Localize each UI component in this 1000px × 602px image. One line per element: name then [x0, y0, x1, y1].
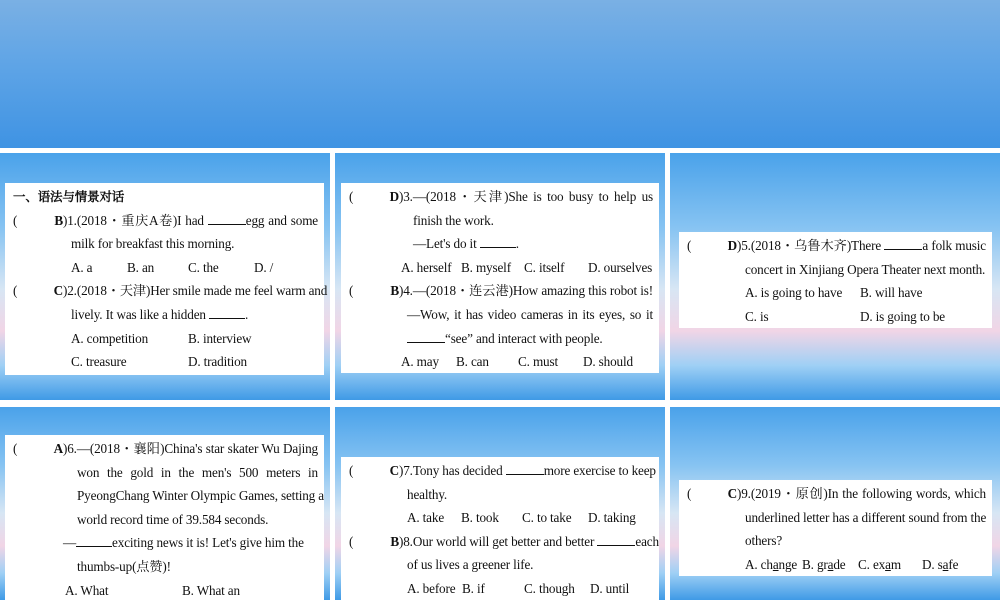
blank	[597, 532, 635, 546]
blank	[76, 533, 112, 547]
option-a: A. competition	[71, 330, 149, 346]
question-card-2	[341, 183, 659, 373]
question-5-line-2: concert in Xinjiang Opera Theater next month.	[745, 261, 986, 277]
option-d: D. /	[254, 259, 274, 275]
option-b: B. What an	[182, 582, 240, 598]
question-card-6	[679, 480, 992, 576]
blank	[209, 305, 245, 319]
question-6-line-1: ( A)6.—(2018・襄阳)China's star skater Wu Dajing	[13, 437, 318, 461]
question-7-line-1: ( C)7.Tony has decided more exercise to keep	[349, 459, 653, 483]
panel-6	[670, 407, 1000, 600]
question-6-line-2: won the gold in the men's 500 meters in	[77, 464, 318, 480]
option-b: B. interview	[188, 330, 252, 346]
option-a: A. may	[401, 354, 439, 370]
question-3-line-3: —Let's do it .	[413, 236, 519, 252]
question-card-5	[341, 457, 659, 600]
question-1-line-2: milk for breakfast this morning.	[71, 236, 235, 252]
option-b: B. took	[461, 510, 499, 526]
option-d: D. is going to be	[860, 308, 945, 324]
question-card-4	[5, 435, 324, 600]
panel-5	[335, 407, 665, 600]
question-2-line-2: lively. It was like a hidden .	[71, 306, 249, 322]
question-5-options-1	[687, 281, 986, 305]
blank	[407, 329, 445, 343]
question-3-line-2: finish the work.	[413, 212, 494, 228]
option-c: C. must	[518, 354, 558, 370]
question-1-options	[13, 256, 318, 280]
question-9-line-2: underlined letter has a different sound from the	[745, 509, 987, 525]
question-3-options	[349, 256, 653, 280]
question-card-3	[679, 232, 992, 328]
question-8-line-1: ( B)8.Our world will get better and better each	[349, 530, 653, 554]
answer-1: ( B	[13, 212, 63, 228]
answer-6: ( A	[13, 441, 63, 456]
option-a: A. take	[407, 510, 445, 526]
option-d: D. safe	[922, 556, 959, 572]
option-c: C. though	[524, 580, 575, 596]
blank	[884, 236, 922, 250]
question-6-line-6: thumbs-up(点赞)!	[77, 558, 171, 574]
question-6-line-4: world record time of 39.584 seconds.	[77, 511, 269, 527]
option-a: A. What	[65, 582, 109, 598]
question-2-options-1	[13, 327, 318, 351]
question-7-line-2: healthy.	[407, 486, 448, 502]
option-d: D. should	[583, 354, 633, 370]
question-9-line-1: ( C)9.(2019・原创)In the following words, which	[687, 482, 986, 506]
option-a: A. a	[71, 259, 93, 275]
panel-2	[335, 153, 665, 400]
question-9-options	[687, 553, 986, 577]
option-a: A. is going to have	[745, 285, 843, 301]
option-b: B. grade	[802, 556, 846, 572]
panel-3	[670, 153, 1000, 400]
option-c: C. is	[745, 308, 769, 324]
option-c: C. treasure	[71, 354, 127, 370]
option-d: D. ourselves	[588, 259, 653, 275]
option-a: A. before	[407, 580, 456, 596]
question-2-options-2	[13, 350, 318, 374]
answer-9: ( C	[687, 486, 737, 501]
question-6-line-3: PyeongChang Winter Olympic Games, setting a	[77, 488, 324, 504]
question-3-line-1: ( D)3.—(2018・天津)She is too busy to help us	[349, 185, 653, 209]
question-6-options	[13, 579, 318, 602]
option-c: C. itself	[524, 259, 565, 275]
question-5-line-1: ( D)5.(2018・乌鲁木齐)There a folk music	[687, 234, 986, 258]
answer-8: ( B	[349, 533, 399, 549]
answer-4: ( B	[349, 283, 399, 299]
panel-4	[0, 407, 330, 600]
option-b: B. if	[462, 580, 485, 596]
question-4-line-3: “see” and interact with people.	[349, 327, 653, 351]
question-8-options	[349, 577, 653, 601]
question-8-line-2: of us lives a greener life.	[407, 557, 534, 573]
option-a: A. herself	[401, 259, 452, 275]
question-4-options	[349, 350, 653, 374]
question-card-1	[5, 183, 328, 375]
option-b: B. will have	[860, 285, 923, 301]
option-c: C. to take	[522, 510, 572, 526]
option-d: D. until	[590, 580, 630, 596]
question-1-line-1: ( B)1.(2018・重庆A卷)I had egg and some	[13, 209, 318, 233]
question-6-line-5: — exciting news it is! Let's give him the	[63, 535, 304, 551]
section-title: 一、语法与情景对话	[13, 189, 125, 204]
question-4-line-1: ( B)4.—(2018・连云港)How amazing this robot is!	[349, 279, 653, 303]
question-4-line-2: —Wow, it has video cameras in its eyes, so it	[407, 306, 653, 322]
answer-7: ( C	[349, 463, 399, 478]
option-d: D. taking	[588, 510, 636, 526]
option-b: B. an	[127, 259, 155, 275]
question-9-line-3: others?	[745, 533, 783, 549]
answer-5: ( D	[687, 238, 737, 253]
option-b: B. can	[456, 354, 489, 370]
option-b: B. myself	[461, 259, 511, 275]
top-banner	[0, 0, 1000, 148]
option-c: C. exam	[858, 556, 901, 572]
answer-2: ( C	[13, 283, 63, 299]
answer-3: ( D	[349, 189, 399, 204]
panel-1	[0, 153, 330, 400]
option-c: C. the	[188, 259, 219, 275]
option-a: A. change	[745, 556, 798, 572]
question-5-options-2	[687, 305, 986, 329]
question-2-line-1: ( C)2.(2018・天津)Her smile made me feel warm and	[13, 279, 318, 303]
blank	[480, 234, 516, 248]
question-7-options	[349, 506, 653, 530]
blank	[506, 461, 544, 475]
option-d: D. tradition	[188, 354, 247, 370]
blank	[208, 211, 246, 225]
